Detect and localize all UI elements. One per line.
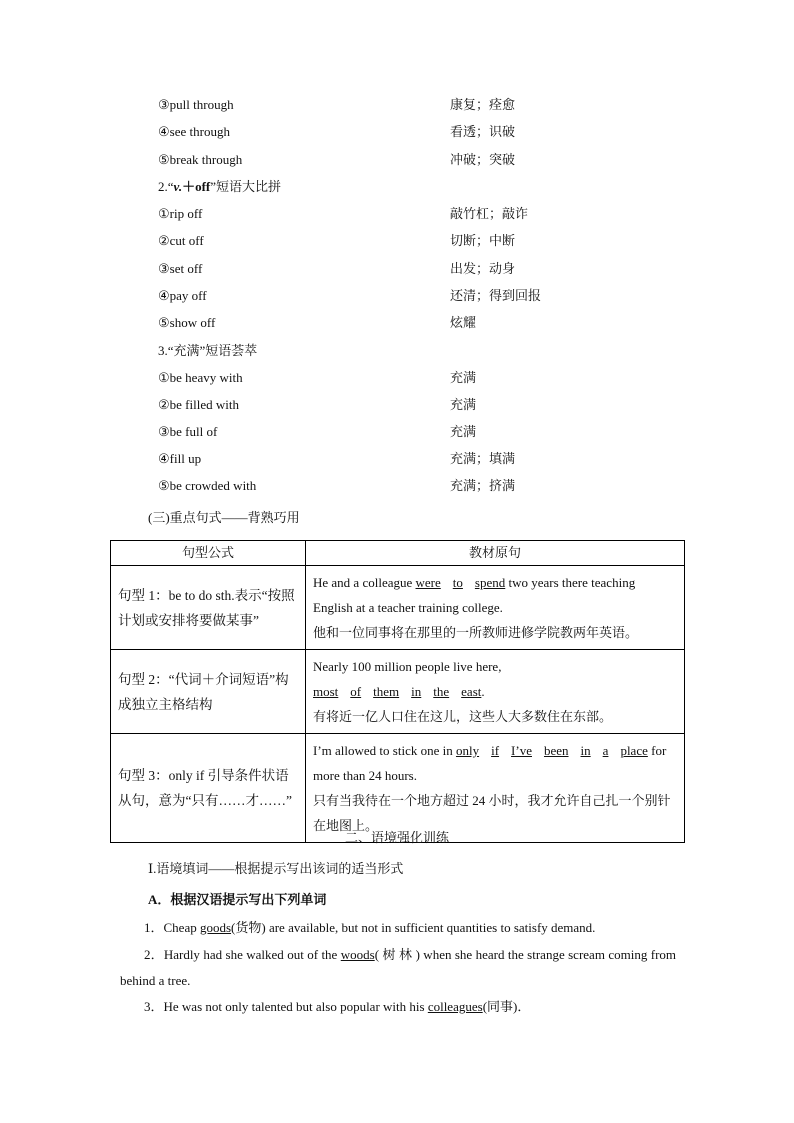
sentence-text: I’m allowed to stick one in — [313, 743, 456, 758]
exercise-item: 3．He was not only talented but also popular with his colleagues(同事)． — [144, 999, 531, 1014]
phrase-meaning: 还清；得到回报 — [450, 288, 542, 303]
answer-blank: most of them in the east — [313, 684, 482, 699]
exercise-item: 1．Cheap goods(货物) are available, but not in sufficient quantities to satisfy demand. — [144, 920, 596, 935]
exercise-number: 2． — [144, 947, 164, 962]
phrase-meaning: 充满 — [450, 370, 477, 385]
section-heading-rest: 短语大比拼 — [216, 179, 282, 194]
close-quote: ” — [210, 179, 217, 194]
answer-word: goods — [199, 920, 232, 935]
phrase-meaning: 冲破；突破 — [450, 152, 516, 167]
phrase-english: ②be filled with — [158, 397, 239, 412]
pattern-formula: 句型 1：be to do sth.表示“按照计划或安排将要做某事” — [111, 566, 306, 650]
section-number: 2. — [158, 179, 168, 194]
sentence-text: Nearly 100 million people live here, — [313, 659, 502, 674]
phrase-meaning: 充满；填满 — [450, 451, 516, 466]
phrase-meaning: 出发；动身 — [450, 261, 516, 276]
phrase-english: ⑤be crowded with — [158, 478, 257, 493]
answer-blank: only if I’ve been in a place — [455, 743, 648, 758]
phrase-english: ⑤break through — [158, 152, 243, 167]
part-title: 二、语境强化训练 — [344, 830, 449, 845]
phrase-meaning: 充满 — [450, 424, 477, 439]
original-sentence-cell — [306, 566, 685, 650]
phrase-meaning: 充满 — [450, 397, 477, 412]
original-sentence-cell — [306, 650, 685, 734]
phrase-meaning: 敲竹杠；敲诈 — [450, 206, 529, 221]
section-heading-full: 3.“充满”短语荟萃 — [158, 343, 258, 358]
phrase-meaning: 康复；痊愈 — [450, 97, 516, 112]
sentence-translation: 他和一位同事将在那里的一所教师进修学院教两年英语。 — [313, 625, 639, 640]
phrase-english: ①be heavy with — [158, 370, 243, 385]
answer-word: colleagues — [427, 999, 483, 1014]
plus-off: ＋off — [182, 179, 211, 194]
phrase-english: ③pull through — [158, 97, 234, 112]
phrase-english: ②cut off — [158, 233, 204, 248]
section-heading-v-off — [158, 178, 281, 196]
phrase-english: ④see through — [158, 124, 230, 139]
phrase-english: ③be full of — [158, 424, 218, 439]
exercise-instructions: Ⅰ.语境填词——根据提示写出该词的适当形式 — [148, 861, 404, 876]
sentence-text: He and a colleague — [313, 575, 416, 590]
table-header-row — [111, 541, 685, 566]
sentence-translation: 只有当我待在一个地方超过 24 小时，我才允许自己扎一个别针在地图上。 — [313, 793, 671, 833]
phrase-english: ③set off — [158, 261, 203, 276]
verb-abbrev: v. — [173, 179, 183, 194]
sentence-translation: 有将近一亿人口住在这儿，这些人大多数住在东部。 — [313, 709, 613, 724]
table-header-original: 教材原句 — [306, 541, 685, 566]
phrase-english: ④pay off — [158, 288, 207, 303]
section-heading-sentences: (三)重点句式——背熟巧用 — [148, 510, 300, 525]
table-row — [111, 734, 685, 843]
exercise-number: 3． — [144, 999, 164, 1014]
answer-blank: were to spend — [415, 575, 506, 590]
phrase-meaning: 看透；识破 — [450, 124, 516, 139]
subsection-a-heading: A．根据汉语提示写出下列单词 — [148, 892, 327, 907]
pattern-formula: 句型 2：“代词＋介词短语”构成独立主格结构 — [111, 650, 306, 734]
sentence-text: . — [481, 684, 485, 699]
table-row — [111, 650, 685, 734]
phrase-meaning: 炫耀 — [450, 315, 477, 330]
phrase-english: ⑤show off — [158, 315, 216, 330]
phrase-english: ④fill up — [158, 451, 202, 466]
sentence-text: two years there teaching English at a teacher training college. — [313, 575, 636, 615]
pattern-formula: 句型 3：only if 引导条件状语从句，意为“只有……才……” — [111, 734, 306, 843]
exercise-number: 1． — [144, 920, 164, 935]
table-row — [111, 566, 685, 650]
phrase-meaning: 充满；挤满 — [450, 478, 516, 493]
table-header-formula: 句型公式 — [111, 541, 306, 566]
original-sentence-cell — [306, 734, 685, 843]
sentence-text: for more than 24 hours. — [313, 743, 667, 783]
sentence-pattern-table — [110, 540, 685, 843]
exercise-item: 2．Hardly had she walked out of the woods( 树 林 ) when she heard the strange scream coming from behind a tree. — [120, 947, 677, 988]
open-quote: “ — [167, 179, 174, 194]
phrase-english: ①rip off — [158, 206, 203, 221]
answer-word: woods — [340, 947, 375, 962]
phrase-meaning: 切断；中断 — [450, 233, 516, 248]
